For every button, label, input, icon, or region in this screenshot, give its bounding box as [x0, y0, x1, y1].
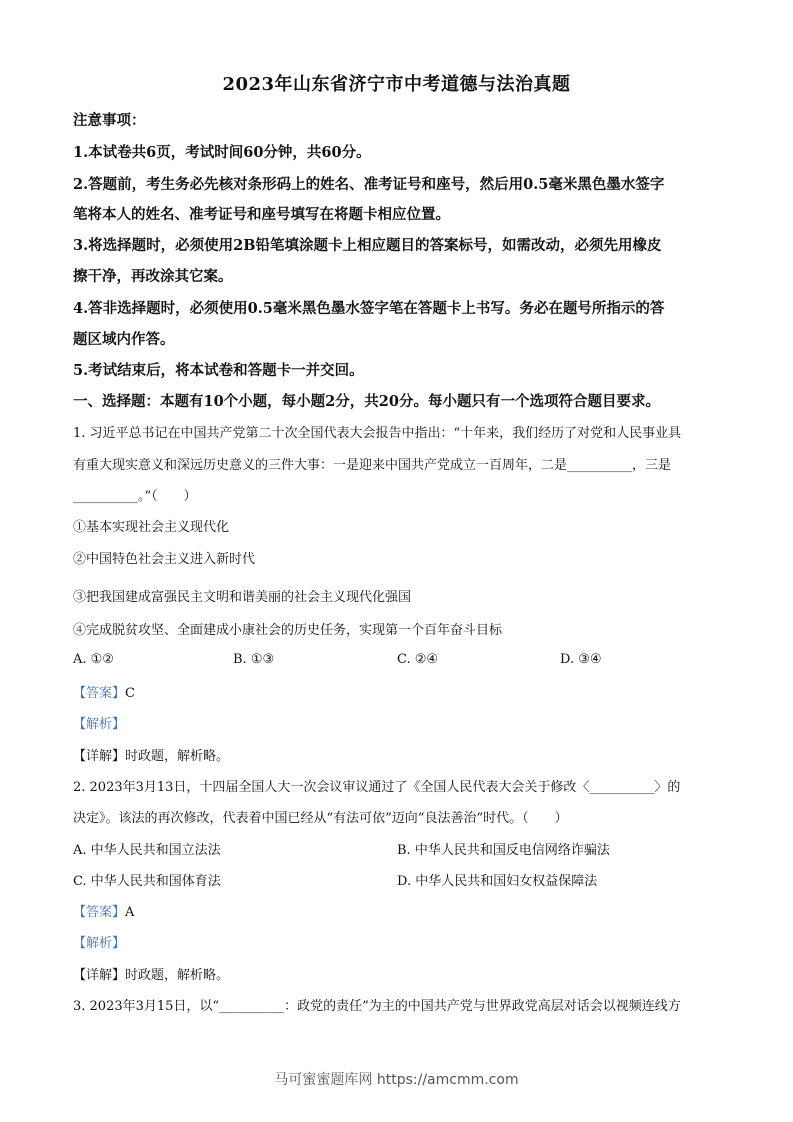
- q2-analysis-tag: 【解析】: [73, 936, 126, 951]
- notice-line-4: 3.将选择题时，必须使用2B铅笔填涂题卡上相应题目的答案标号，如需改动，必须先用橡皮: [73, 237, 662, 254]
- q1-option-c: C. ②④: [397, 652, 439, 667]
- q1-item-1: ①基本实现社会主义现代化: [73, 520, 230, 535]
- q2-option-a: A. 中华人民共和国立法法: [73, 843, 221, 858]
- q2-analysis-row: [73, 932, 723, 951]
- notice-line-1: 1.本试卷共6页，考试时间60分钟，共60分。: [73, 144, 371, 161]
- q2-detail-row: [73, 964, 723, 983]
- q2-option-d: D. 中华人民共和国妇女权益保障法: [397, 874, 598, 889]
- q2-stem-line-1: 2. 2023年3月13日，十四届全国人大一次会议审议通过了《全国人民代表大会关于修改〈__________〉的: [73, 780, 681, 795]
- q1-detail-tag: 【详解】: [73, 749, 126, 764]
- q2-detail-tag: 【详解】: [73, 968, 126, 983]
- q1-answer-row: [73, 682, 723, 701]
- q1-detail-row: [73, 745, 723, 764]
- q2-option-c: C. 中华人民共和国体育法: [73, 874, 221, 889]
- q1-analysis-row: [73, 713, 723, 732]
- q1-analysis-tag: 【解析】: [73, 717, 126, 732]
- notice-heading: 注意事项：: [73, 112, 146, 129]
- q2-option-b: B. 中华人民共和国反电信网络诈骗法: [397, 843, 610, 858]
- q1-detail: 时政题，解析略。: [125, 749, 230, 764]
- notice-line-8: 5.考试结束后，将本试卷和答题卡一并交回。: [73, 362, 364, 379]
- footer-watermark: 马可蜜蜜题库网 https://amcmm.com: [274, 1072, 519, 1088]
- q2-answer-tag: 【答案】: [73, 905, 126, 920]
- notice-line-5: 擦干净，再改涂其它案。: [73, 268, 233, 285]
- section-heading: 一、选择题：本题有10个小题，每小题2分，共20分。每小题只有一个选项符合题目要求。: [73, 393, 660, 410]
- q1-stem-line-1: 1. 习近平总书记在中国共产党第二十次全国代表大会报告中指出：“十年来，我们经历了对党和人民事业具: [73, 426, 682, 441]
- q2-answer: A: [125, 905, 135, 920]
- q2-stem-line-2: 决定》。该法的再次修改，代表着中国已经从“有法可依”迈向“良法善治”时代。（ ）: [73, 811, 568, 826]
- q1-item-2: ②中国特色社会主义进入新时代: [73, 552, 256, 567]
- q1-answer-tag: 【答案】: [73, 686, 126, 701]
- q1-option-a: A. ①②: [73, 652, 114, 667]
- notice-line-7: 题区域内作答。: [73, 331, 175, 348]
- notice-line-3: 笔将本人的姓名、准考证号和座号填写在将题卡相应位置。: [73, 206, 450, 223]
- q1-stem-line-2: 有重大现实意义和深远历史意义的三件大事：一是迎来中国共产党成立一百周年，二是__________，三是: [73, 458, 672, 473]
- q2-detail: 时政题，解析略。: [125, 968, 230, 983]
- q1-option-b: B. ①③: [233, 652, 275, 667]
- notice-line-6: 4.答非选择题时，必须使用0.5毫米黑色墨水签字笔在答题卡上书写。务必在题号所指示的答: [73, 300, 665, 317]
- q1-stem-line-3: __________。”（ ）: [73, 489, 197, 504]
- q1-item-4: ④完成脱贫攻坚、全面建成小康社会的历史任务，实现第一个百年奋斗目标: [73, 623, 503, 638]
- q1-option-d: D. ③④: [560, 652, 602, 667]
- q3-stem-line-1: 3. 2023年3月15日，以“__________：政党的责任”为主的中国共产党与世界政党高层对话会以视频连线方: [73, 999, 681, 1014]
- notice-line-2: 2.答题前，考生务必先核对条形码上的姓名、准考证号和座号，然后用0.5毫米黑色墨水签字: [73, 176, 665, 193]
- q1-answer: C: [125, 686, 135, 701]
- page-title: 2023年山东省济宁市中考道德与法治真题: [222, 74, 571, 95]
- q2-answer-row: [73, 901, 723, 920]
- q1-item-3: ③把我国建成富强民主文明和谐美丽的社会主义现代化强国: [73, 590, 412, 605]
